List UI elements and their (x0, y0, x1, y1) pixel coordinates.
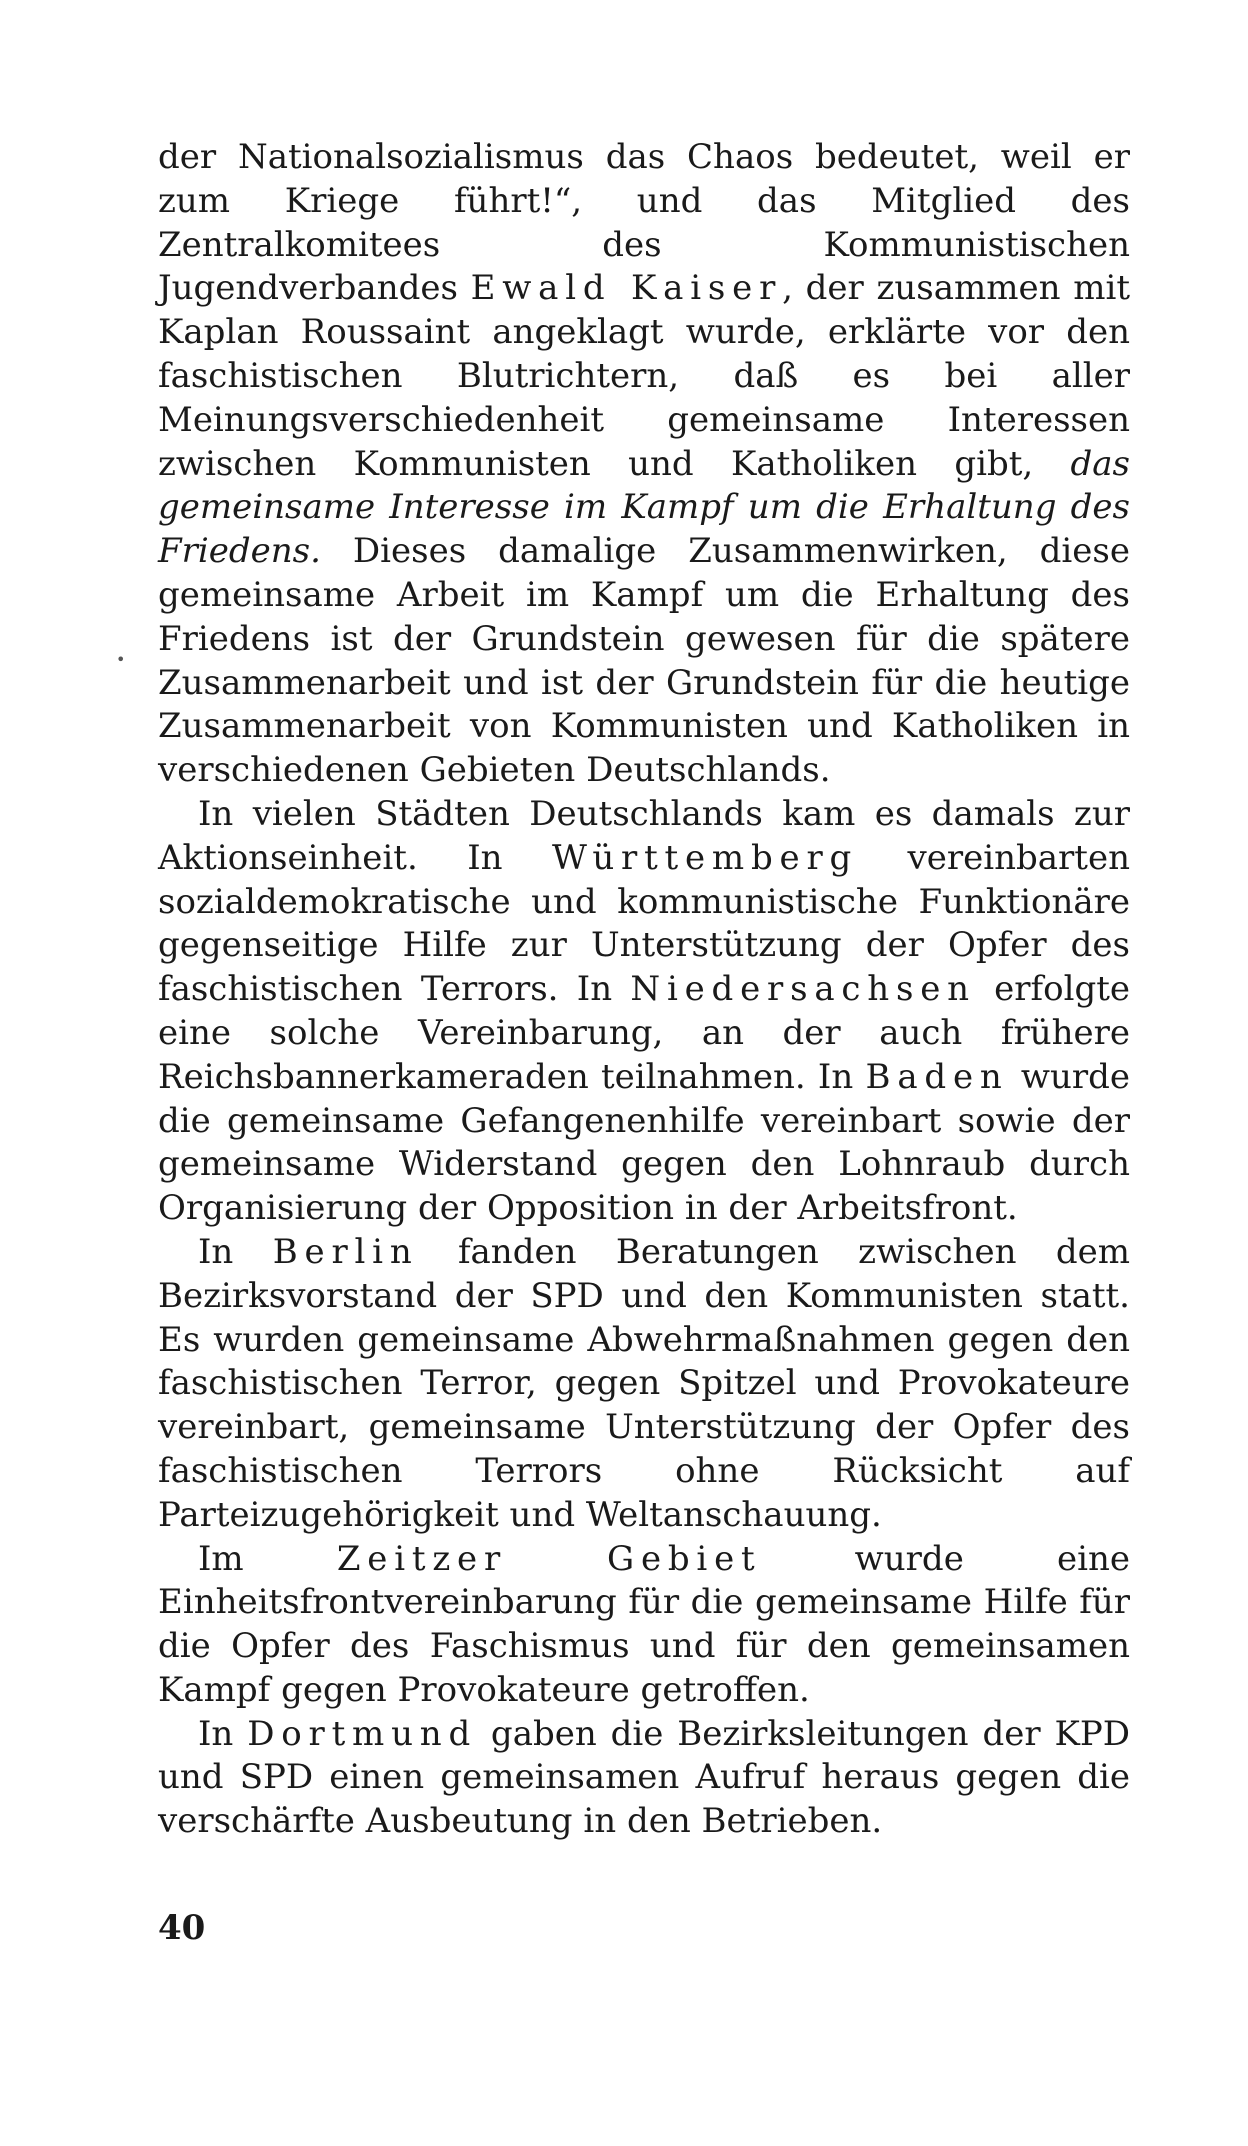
spaced-emphasis: Zeitzer Gebiet (336, 1538, 762, 1579)
paragraph (158, 1713, 1130, 1844)
spaced-emphasis: Berlin (272, 1231, 419, 1272)
page-number: 40 (158, 1908, 206, 1948)
body-text (158, 136, 1130, 1844)
margin-speck: • (116, 650, 126, 669)
text-run: vereinbarten sozialdemokratische und kommunistische Funktionäre gegenseitige Hilfe zur Unterstützung der Opfer des faschistischen Terrors. In (158, 837, 1130, 1010)
paragraph (158, 1231, 1130, 1538)
text-run: erfolgte eine solche Vereinbarung, an der auch frühere Reichsbannerkameraden teilnahmen. In (158, 969, 1130, 1097)
spaced-emphasis: Ewald Kaiser (470, 268, 783, 309)
paragraph (158, 1538, 1130, 1713)
text-run: , der zusammen mit Kaplan Roussaint angeklagt wurde, erklärte vor den faschistischen Blutrichtern, daß es bei aller Meinungsverschiedenheit gemeinsame Interessen zwischen Kommunisten und Katholiken gibt, (158, 268, 1130, 484)
spaced-emphasis: Baden (865, 1056, 1009, 1097)
text-run: gaben die Bezirksleitungen der KPD und SPD einen gemeinsamen Aufruf heraus gegen die verschärfte Ausbeutung in den Betrieben. (158, 1713, 1130, 1842)
paragraph (158, 136, 1130, 793)
text-run: fanden Beratungen zwischen dem Bezirksvorstand der SPD und den Kommunisten statt. Es wurden gemeinsame Abwehrmaßnahmen gegen den faschistischen Terror, gegen Spitzel und Provokateure vereinbart, gemeinsame Unterstützung der Opfer des faschistischen Terrors ohne Rücksicht auf Parteizugehörigkeit und Weltanschauung. (158, 1231, 1130, 1535)
text-run: In (198, 1231, 273, 1272)
text-run: Dieses damalige Zusammenwirken, diese gemeinsame Arbeit im Kampf um die Erhaltung des Friedens ist der Grundstein gewesen für die spätere Zusammenarbeit und ist der Grundstein für die heutige Zusammenarbeit von Kommunisten und Katholiken in verschiedenen Gebieten Deutschlands. (158, 531, 1130, 791)
spaced-emphasis: Niedersachsen (630, 969, 976, 1010)
text-run: In vielen Städten Deutschlands kam es damals zur Aktionseinheit. In (158, 793, 1130, 878)
text-run: wurde eine Einheitsfrontvereinbarung für die gemeinsame Hilfe für die Opfer des Faschismus und für den gemeinsamen Kampf gegen Provokateure getroffen. (158, 1538, 1130, 1710)
paragraph (158, 793, 1130, 1231)
italic-phrase: das gemeinsame Interesse im Kampf um die Erhaltung des Friedens. (158, 443, 1130, 572)
text-run: In (198, 1713, 248, 1754)
spaced-emphasis: Dortmund (247, 1713, 478, 1754)
text-run: der Nationalsozialismus das Chaos bedeutet, weil er zum Kriege führt!“, und das Mitglied des Zentralkomitees des Kommunistischen Jugendverbandes (158, 137, 1130, 309)
text-run: Im (198, 1538, 337, 1579)
spaced-emphasis: Württemberg (551, 837, 859, 878)
text-run: wurde die gemeinsame Gefangenenhilfe vereinbart sowie der gemeinsame Widerstand gegen den Lohnraub durch Organisierung der Opposition in der Arbeitsfront. (158, 1056, 1130, 1229)
